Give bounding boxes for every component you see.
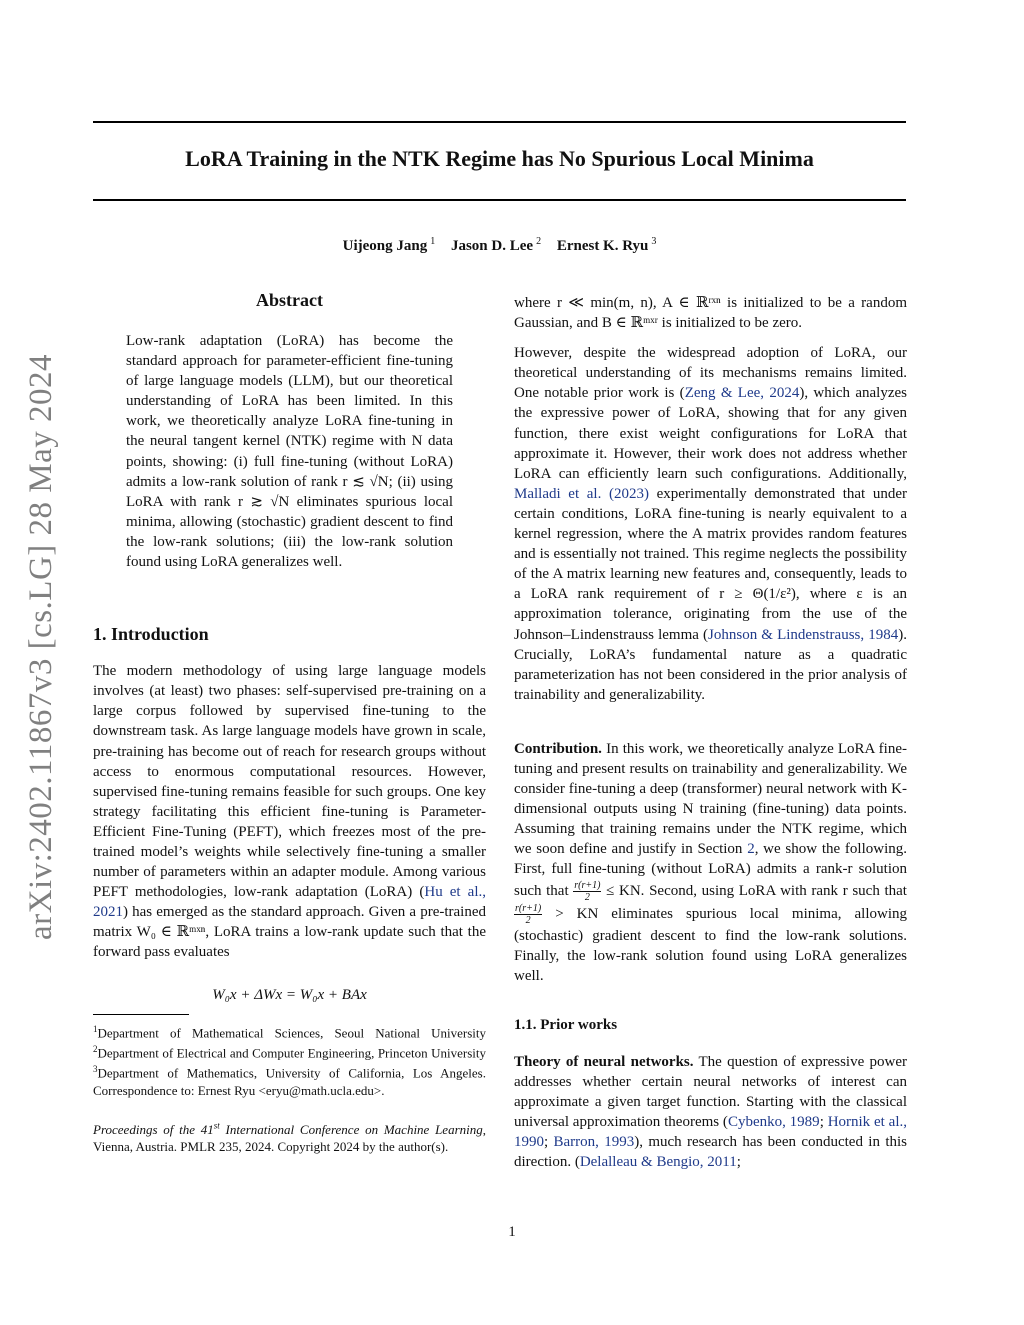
abstract-heading: Abstract	[256, 290, 323, 310]
author-name: Ernest K. Ryu	[556, 238, 649, 254]
text-run: ;	[544, 1134, 554, 1151]
citation-link[interactable]: Hornik et al., 1990	[514, 1114, 907, 1151]
paragraph-motivation	[514, 343, 907, 705]
affiliations-footnote: $^1$Department of Mathematical Sciences, Seoul National University $^2$Department of Electrical and Computer Engineering, Princeton University $^3$Department of Mathematics, University of California, Los Angeles. Correspondence to: Ernest Ryu <eryu@math.ucla.edu>.	[93, 1023, 486, 1098]
affiliation-2: Department of Electrical and Computer Engineering, Princeton University	[97, 1045, 486, 1061]
section-link[interactable]: 2	[747, 841, 755, 858]
fraction-numerator: r(r+1)	[574, 879, 601, 891]
fraction	[514, 903, 542, 926]
text-run: ;	[819, 1114, 828, 1131]
proceedings-italic-b: International Conference on Machine Learning	[219, 1121, 483, 1137]
fraction-numerator: r(r+1)	[515, 902, 542, 914]
affiliation-1: Department of Mathematical Sciences, Seoul National University	[97, 1024, 486, 1040]
author-name: Uijeong Jang	[342, 238, 428, 254]
citation-link[interactable]: Delalleau & Bengio, 2011	[579, 1154, 737, 1171]
paper-title: LoRA Training in the NTK Regime has No Spurious Local Minima	[185, 146, 814, 171]
fraction-denominator: 2	[525, 914, 531, 926]
intro-text-a: The modern methodology of using large language models involves (at least) two phases: self-supervised pre-training on a large corpus followed by supervised fine-tuning to the downstream task. As large language models have grown in scale, pre-training has become out of reach for research groups without access to enormous computational resources. However, supervised fine-tuning remains feasible for such groups. One key strategy facilitating this efficient fine-tuning is Parameter-Efficient Fine-Tuning (PEFT), which freezes most of the pre-trained model’s weights while selectively fine-tuning a smaller number of parameters within an adapter module. Among various PEFT methodologies, low-rank adaptation (LoRA) (	[93, 663, 486, 901]
text-run: In this work, we theoretically analyze LoRA fine-tuning and present results on trainability and generalizability. We consider fine-tuning a deep (transformer) neural network with K-dimensional outputs using N training (fine-tuning) data points. Assuming that training remains under the NTK regime, which we soon define and justify in Section	[514, 740, 907, 858]
author	[343, 236, 436, 255]
right-column	[514, 293, 907, 1182]
introduction-heading: 1. Introduction	[93, 624, 209, 645]
text-run: , we show the following. First, full fine-tuning (without LoRA) admits a rank-r solution such that	[514, 841, 907, 899]
title-rule-top	[93, 121, 906, 123]
introduction-text	[93, 661, 486, 962]
author-list	[93, 236, 906, 255]
title-rule-bottom	[93, 199, 906, 201]
fraction	[573, 880, 601, 903]
citation-link[interactable]: Barron, 1993	[553, 1134, 635, 1151]
citation-link[interactable]: Malladi et al. (2023)	[514, 485, 649, 502]
arxiv-stamp: arXiv:2402.11867v3 [cs.LG] 28 May 2024	[23, 353, 59, 940]
text-run: ;	[736, 1154, 741, 1171]
citation-link[interactable]: Zeng & Lee, 2024	[684, 385, 800, 402]
author-affiliation: 2	[536, 236, 542, 247]
citation-link[interactable]: Cybenko, 1989	[727, 1114, 820, 1131]
author	[451, 236, 541, 255]
fraction-denominator: 2	[584, 891, 590, 903]
correspondence: Correspondence to: Ernest Ryu <eryu@math.ucla.edu>.	[93, 1082, 385, 1098]
text-run: ), which analyzes the expressive power of LoRA, showing that for any given function, there exist weight configurations for LoRA that approximate it. However, their work does not address whether LoRA can efficiently learn such configurations. Additionally,	[514, 385, 908, 482]
proceedings-note	[93, 1118, 486, 1155]
footnote-rule	[93, 1014, 189, 1015]
contribution-heading: Contribution.	[514, 740, 602, 757]
proceedings-italic-a: Proceedings of the 41	[93, 1121, 214, 1137]
author-affiliation: 3	[651, 236, 657, 247]
author-name: Jason D. Lee	[450, 238, 534, 254]
theory-heading: Theory of neural networks.	[514, 1053, 694, 1070]
citation-link[interactable]: Johnson & Lindenstrauss, 1984	[708, 626, 899, 643]
text-run: experimentally demonstrated that under certain conditions, LoRA fine-tuning is nearly equivalent to a kernel regression, where the A matrix provides random features and is essentially not trained. This regime neglects the possibility of the A matrix learning new features and, consequently, leads to a LoRA rank requirement of r ≥ Θ(1/ε²), where ε is an approximation tolerance, originating from the use of the Johnson–Lindenstrauss lemma (	[514, 485, 908, 643]
intro-text-b: ) has emerged as the standard approach. Given a pre-trained matrix W₀ ∈ ℝᵐˣⁿ, LoRA trains a low-rank update such that the forward pass evaluates	[93, 904, 486, 961]
lora-equation: W₀x + ΔWx = W₀x + BAx	[212, 986, 367, 1003]
paragraph-lora-init: where r ≪ min(m, n), A ∈ ℝʳˣⁿ is initialized to be a random Gaussian, and B ∈ ℝᵐˣʳ is initialized to be zero.	[514, 295, 907, 332]
text-run: ). Crucially, LoRA’s fundamental nature as a quadratic parameterization has not been considered in the prior analysis of trainability and generalizability.	[514, 626, 907, 703]
text-run: However, despite the widespread adoption of LoRA, our theoretical understanding of its mechanisms remains limited. One notable prior work is (	[514, 345, 907, 402]
author-affiliation: 1	[430, 236, 436, 247]
citation-link[interactable]: Hu et al., 2021	[93, 884, 487, 921]
left-column	[93, 290, 486, 1155]
page-number: 1	[508, 1224, 516, 1240]
proceedings-sup: st	[213, 1120, 220, 1131]
paragraph-theory	[514, 1052, 907, 1173]
prior-works-heading: 1.1. Prior works	[514, 1016, 618, 1033]
text-run: > KN eliminates spurious local minima, allowing (stochastic) gradient descent to find the low-rank solutions. Finally, the low-rank solution found using LoRA generalizes well.	[514, 905, 907, 984]
author	[557, 236, 657, 255]
paragraph-contribution	[514, 739, 907, 986]
affiliation-3: Department of Mathematics, University of California, Los Angeles.	[97, 1065, 486, 1081]
text-run: ≤ KN. Second, using LoRA with rank r such that	[601, 882, 907, 899]
text-run: The question of expressive power addresses whether certain neural networks of interest can approximate a given target function. Starting with the classical universal approximation theorems (	[514, 1053, 908, 1131]
proceedings-rest: , Vienna, Austria. PMLR 235, 2024. Copyright 2024 by the author(s).	[93, 1121, 486, 1154]
text-run: ), much research has been conducted in this direction. (	[514, 1134, 907, 1171]
abstract-text: Low-rank adaptation (LoRA) has become the standard approach for parameter-efficient fine-tuning of large language models (LLM), but our theoretical understanding of LoRA has been limited. In this work, we theoretically analyze LoRA fine-tuning in the neural tangent kernel (NTK) regime with N data points, showing: (i) full fine-tuning (without LoRA) admits a low-rank solution of rank r ≲ √N; (ii) using LoRA with rank r ≳ √N eliminates spurious local minima, allowing (stochastic) gradient descent to find the low-rank solutions; (iii) the low-rank solution found using LoRA generalizes well.	[126, 333, 453, 571]
